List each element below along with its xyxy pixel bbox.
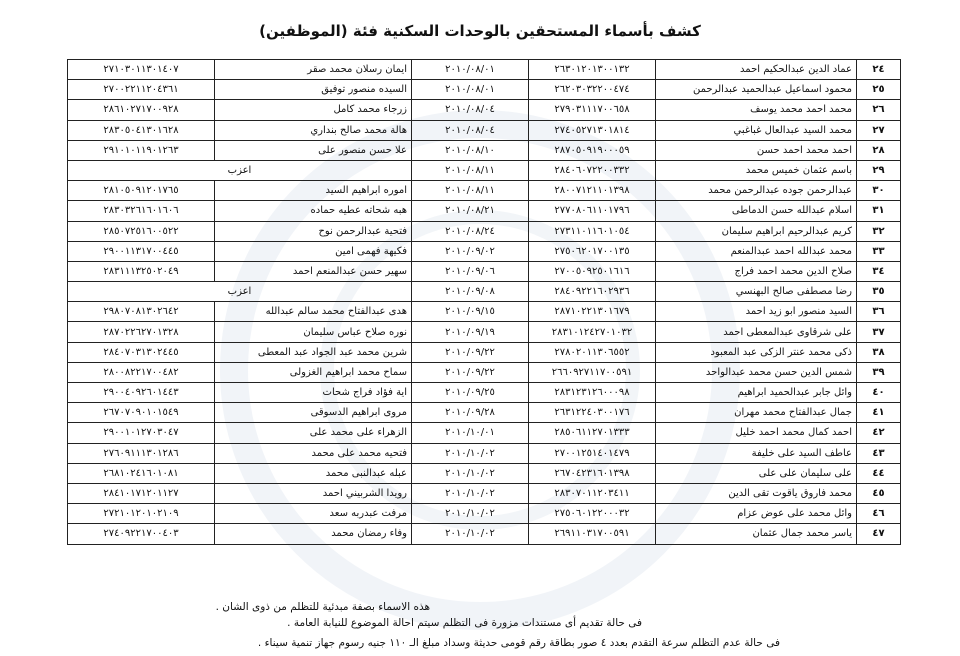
application-date: ٢٠١٠/٠٨/١١ bbox=[412, 160, 529, 180]
national-id: ٢٨٧١٠٢٢١٣٠١٦٧٩ bbox=[529, 302, 656, 322]
table-row bbox=[68, 261, 901, 281]
spouse-name: اعزب bbox=[68, 282, 412, 302]
application-date: ٢٠١٠/٠٩/٢٨ bbox=[412, 403, 529, 423]
spouse-name: وفاء رمضان محمد bbox=[215, 524, 412, 544]
row-number: ٢٦ bbox=[857, 100, 901, 120]
beneficiary-name: احمد محمد احمد حسن bbox=[656, 140, 857, 160]
application-date: ٢٠١٠/٠٨/٠١ bbox=[412, 60, 529, 80]
row-number: ٣٦ bbox=[857, 302, 901, 322]
beneficiary-name: على شرقاوى عبدالمعطى احمد bbox=[656, 322, 857, 342]
application-date: ٢٠١٠/٠٨/٠٤ bbox=[412, 120, 529, 140]
row-number: ٣٣ bbox=[857, 241, 901, 261]
spouse-national-id: ٢٩٠٠١١٣١٧٠٠٤٤٥ bbox=[68, 241, 215, 261]
table-row bbox=[68, 403, 901, 423]
spouse-national-id: ٢٦٧٠٧٠٩٠١٠١٥٤٩ bbox=[68, 403, 215, 423]
national-id: ٢٧٤٠٥٢٧١٣٠١٨١٤ bbox=[529, 120, 656, 140]
spouse-national-id: ٢٧٠٠٢٢١١٢٠٤٣٦١ bbox=[68, 80, 215, 100]
application-date: ٢٠١٠/١٠/٠١ bbox=[412, 423, 529, 443]
spouse-name: نوره صلاح عباس سليمان bbox=[215, 322, 412, 342]
spouse-national-id: ٢٧١٠٣٠١١٣٠١٤٠٧ bbox=[68, 60, 215, 80]
application-date: ٢٠١٠/٠٨/٠١ bbox=[412, 80, 529, 100]
row-number: ٤٦ bbox=[857, 504, 901, 524]
table-body bbox=[68, 60, 901, 545]
spouse-national-id: ٢٧٤٠٩٢٢١٧٠٠٤٠٣ bbox=[68, 524, 215, 544]
spouse-name: اعزب bbox=[68, 160, 412, 180]
application-date: ٢٠١٠/٠٨/٢٤ bbox=[412, 221, 529, 241]
row-number: ٤٧ bbox=[857, 524, 901, 544]
table-row bbox=[68, 342, 901, 362]
national-id: ٢٧٠٠١٢٥١٤٠١٤٧٩ bbox=[529, 443, 656, 463]
note-forgery-warning: فى حالة تقديم أى مستندات مزورة فى التظلم سيتم احالة الموضوع للنيابة العامة . bbox=[287, 617, 642, 629]
application-date: ٢٠١٠/٠٩/٢٢ bbox=[412, 342, 529, 362]
spouse-national-id: ٢٨٣١١١٣٢٥٠٢٠٤٩ bbox=[68, 261, 215, 281]
spouse-national-id: ٢٨٤١٠١٧١٢٠١١٢٧ bbox=[68, 483, 215, 503]
beneficiary-name: السيد منصور ابو زيد احمد bbox=[656, 302, 857, 322]
beneficiary-name: وائل جابر عبدالحميد ابراهيم bbox=[656, 383, 857, 403]
application-date: ٢٠١٠/١٠/٠٢ bbox=[412, 524, 529, 544]
spouse-national-id: ٢٨٦١٠٢٧١٧٠٠٩٢٨ bbox=[68, 100, 215, 120]
table-row bbox=[68, 463, 901, 483]
row-number: ٣٢ bbox=[857, 221, 901, 241]
row-number: ٢٨ bbox=[857, 140, 901, 160]
beneficiary-name: اسلام عبدالله حسن الدماطى bbox=[656, 201, 857, 221]
row-number: ٣١ bbox=[857, 201, 901, 221]
national-id: ٢٦٧٠٤٢٣١٦٠١٣٩٨ bbox=[529, 463, 656, 483]
spouse-name: سهير حسن عبدالمنعم احمد bbox=[215, 261, 412, 281]
row-number: ٣٩ bbox=[857, 362, 901, 382]
beneficiary-name: شمس الدين حسن محمد عبدالواحد bbox=[656, 362, 857, 382]
national-id: ٢٧٥٠٦٢٠١٧٠٠١٣٥ bbox=[529, 241, 656, 261]
table-row bbox=[68, 282, 901, 302]
spouse-national-id: ٢٨٣٠٣٢٦١٦٠١٦٠٦ bbox=[68, 201, 215, 221]
row-number: ٣٠ bbox=[857, 181, 901, 201]
table-row bbox=[68, 443, 901, 463]
application-date: ٢٠١٠/٠٨/١٠ bbox=[412, 140, 529, 160]
national-id: ٢٦٩١١٠٣١٧٠٠٥٩١ bbox=[529, 524, 656, 544]
table-row bbox=[68, 483, 901, 503]
beneficiary-name: عماد الدين عبدالحكيم احمد bbox=[656, 60, 857, 80]
spouse-national-id: ٢٨٤٠٧٠٣١٣٠٢٤٤٥ bbox=[68, 342, 215, 362]
spouse-national-id: ٢٩٠٠١٠١٢٧٠٣٠٤٧ bbox=[68, 423, 215, 443]
application-date: ٢٠١٠/١٠/٠٢ bbox=[412, 483, 529, 503]
application-date: ٢٠١٠/٠٩/١٥ bbox=[412, 302, 529, 322]
spouse-name: علا حسن منصور على bbox=[215, 140, 412, 160]
table-row bbox=[68, 201, 901, 221]
national-id: ٢٦٦٠٩٢٧١١٧٠٠٥٩١ bbox=[529, 362, 656, 382]
beneficiary-name: على سليمان على على bbox=[656, 463, 857, 483]
row-number: ٢٩ bbox=[857, 160, 901, 180]
national-id: ٢٧٨٠٢٠١١٣٠٦٥٥٢ bbox=[529, 342, 656, 362]
spouse-national-id: ٢٩١٠١٠١١٩٠١٢٦٣ bbox=[68, 140, 215, 160]
spouse-name: مرفت عبدربه سعد bbox=[215, 504, 412, 524]
table-row bbox=[68, 221, 901, 241]
row-number: ٣٥ bbox=[857, 282, 901, 302]
beneficiaries-table bbox=[67, 59, 901, 545]
spouse-name: هدى عبدالفتاح محمد سالم عبدالله bbox=[215, 302, 412, 322]
spouse-national-id: ٢٦٨١٠٢٤١٦٠١٠٨١ bbox=[68, 463, 215, 483]
spouse-national-id: ٢٨٠٠٨٢٢١٧٠٠٤٨٢ bbox=[68, 362, 215, 382]
table-row bbox=[68, 241, 901, 261]
beneficiary-name: احمد كمال محمد احمد خليل bbox=[656, 423, 857, 443]
spouse-name: اية فؤاد فراج شحات bbox=[215, 383, 412, 403]
table-row bbox=[68, 524, 901, 544]
row-number: ٤٠ bbox=[857, 383, 901, 403]
national-id: ٢٨٤٠٩٢٢١٦٠٢٩٣٦ bbox=[529, 282, 656, 302]
table-row bbox=[68, 100, 901, 120]
beneficiary-name: محمد فاروق ياقوت تقى الدين bbox=[656, 483, 857, 503]
beneficiary-name: رضا مصطفى صالح البهنسي bbox=[656, 282, 857, 302]
row-number: ٤٣ bbox=[857, 443, 901, 463]
spouse-national-id: ٢٧٦٠٩١١١٣٠١٢٨٦ bbox=[68, 443, 215, 463]
spouse-name: هبه شحاته عطيه حماده bbox=[215, 201, 412, 221]
national-id: ٢٦٣٠١٢٠١٣٠٠١٣٢ bbox=[529, 60, 656, 80]
beneficiary-name: محمود اسماعيل عبدالحميد عبدالرحمن bbox=[656, 80, 857, 100]
spouse-name: عبله عبدالنبى محمد bbox=[215, 463, 412, 483]
beneficiary-name: باسم عثمان خميس محمد bbox=[656, 160, 857, 180]
application-date: ٢٠١٠/٠٩/٠٢ bbox=[412, 241, 529, 261]
application-date: ٢٠١٠/١٠/٠٢ bbox=[412, 504, 529, 524]
national-id: ٢٨٣١٢٣١٢٦٠٠٠٩٨ bbox=[529, 383, 656, 403]
spouse-national-id: ٢٨١٠٥٠٩١٢٠١٧٦٥ bbox=[68, 181, 215, 201]
note-preliminary: هذه الاسماء بصفة مبدئية للتظلم من ذوى الشان . bbox=[215, 601, 430, 613]
row-number: ٤١ bbox=[857, 403, 901, 423]
national-id: ٢٦٢٠٣٠٣٢٢٠٠٤٧٤ bbox=[529, 80, 656, 100]
spouse-national-id: ٢٩٠٠٤٠٩٢٦٠١٤٤٣ bbox=[68, 383, 215, 403]
table-row bbox=[68, 181, 901, 201]
spouse-name: شرين محمد عبد الجواد عبد المعطى bbox=[215, 342, 412, 362]
beneficiary-name: عاطف السيد على خليفة bbox=[656, 443, 857, 463]
row-number: ٤٢ bbox=[857, 423, 901, 443]
spouse-national-id: ٢٨٣٠٥٠٤١٣٠١٦٢٨ bbox=[68, 120, 215, 140]
beneficiary-name: وائل محمد على عوض عزام bbox=[656, 504, 857, 524]
spouse-name: فتحيه محمد على محمد bbox=[215, 443, 412, 463]
national-id: ٢٨٣٠٧٠١١٢٠٣٤١١ bbox=[529, 483, 656, 503]
page-title: كشف بأسماء المستحقين بالوحدات السكنية فئة (الموظفين) bbox=[259, 22, 701, 40]
row-number: ٣٤ bbox=[857, 261, 901, 281]
spouse-name: هالة محمد صالح بنداري bbox=[215, 120, 412, 140]
spouse-name: اموره ابراهيم السيد bbox=[215, 181, 412, 201]
row-number: ٢٥ bbox=[857, 80, 901, 100]
row-number: ٣٧ bbox=[857, 322, 901, 342]
spouse-name: ايمان رسلان محمد صقر bbox=[215, 60, 412, 80]
beneficiary-name: كريم عبدالرحيم ابراهيم سليمان bbox=[656, 221, 857, 241]
spouse-name: فتحية عبدالرحمن نوح bbox=[215, 221, 412, 241]
spouse-name: زرجاء محمد كامل bbox=[215, 100, 412, 120]
spouse-national-id: ٢٧٢١٠١٢٠١٠٢١٠٩ bbox=[68, 504, 215, 524]
national-id: ٢٧٩٠٣١١١٧٠٠٦٥٨ bbox=[529, 100, 656, 120]
beneficiary-name: عبدالرحمن جوده عبدالرحمن محمد bbox=[656, 181, 857, 201]
application-date: ٢٠١٠/٠٨/٠٤ bbox=[412, 100, 529, 120]
spouse-national-id: ٢٨٥٠٧٢٥١٦٠٠٥٢٢ bbox=[68, 221, 215, 241]
spouse-name: سماح محمد ابراهيم الغزولى bbox=[215, 362, 412, 382]
beneficiary-name: محمد عبدالله احمد عبدالمنعم bbox=[656, 241, 857, 261]
table-row bbox=[68, 60, 901, 80]
national-id: ٢٧٠٠٥٠٩٢٥٠١٦١٦ bbox=[529, 261, 656, 281]
national-id: ٢٧٣١١٠١١٦٠١٠٥٤ bbox=[529, 221, 656, 241]
national-id: ٢٨٤٠٦٠٧٢٢٠٠٣٣٢ bbox=[529, 160, 656, 180]
table-row bbox=[68, 80, 901, 100]
spouse-national-id: ٢٩٨٠٧٠٨١٣٠٢٦٤٢ bbox=[68, 302, 215, 322]
row-number: ٤٥ bbox=[857, 483, 901, 503]
table-row bbox=[68, 322, 901, 342]
national-id: ٢٨٧٠٥٠٩١٩٠٠٠٥٩ bbox=[529, 140, 656, 160]
table-row bbox=[68, 160, 901, 180]
application-date: ٢٠١٠/١٠/٠٢ bbox=[412, 443, 529, 463]
beneficiary-name: ذكى محمد عنتر الزكى عبد المعبود bbox=[656, 342, 857, 362]
application-date: ٢٠١٠/٠٨/٢١ bbox=[412, 201, 529, 221]
beneficiary-name: ياسر محمد جمال عثمان bbox=[656, 524, 857, 544]
table-row bbox=[68, 383, 901, 403]
national-id: ٢٨٥٠٦١١٢٧٠١٣٣٣ bbox=[529, 423, 656, 443]
table-row bbox=[68, 362, 901, 382]
national-id: ٢٧٧٠٨٠٦١١٠١٧٩٦ bbox=[529, 201, 656, 221]
beneficiary-name: محمد السيد عبدالعال غباغبي bbox=[656, 120, 857, 140]
row-number: ٤٤ bbox=[857, 463, 901, 483]
beneficiary-name: جمال عبدالفتاح محمد مهران bbox=[656, 403, 857, 423]
spouse-name: الزهراء على محمد على bbox=[215, 423, 412, 443]
national-id: ٢٨٣١٠١٢٤٢٧٠١٠٣٢ bbox=[529, 322, 656, 342]
national-id: ٢٨٠٠٧١٢١١٠١٣٩٨ bbox=[529, 181, 656, 201]
spouse-name: مروى ابراهيم الدسوقى bbox=[215, 403, 412, 423]
national-id: ٢٧٥٠٦٠١٢٢٠٠٠٣٢ bbox=[529, 504, 656, 524]
application-date: ٢٠١٠/٠٩/٠٨ bbox=[412, 282, 529, 302]
spouse-national-id: ٢٨٧٠٢٢٦٢٧٠١٣٢٨ bbox=[68, 322, 215, 342]
application-date: ٢٠١٠/٠٩/٢٥ bbox=[412, 383, 529, 403]
application-date: ٢٠١٠/٠٨/١١ bbox=[412, 181, 529, 201]
table-row bbox=[68, 302, 901, 322]
application-date: ٢٠١٠/٠٩/٢٢ bbox=[412, 362, 529, 382]
row-number: ٣٨ bbox=[857, 342, 901, 362]
spouse-name: فكيهة فهمى امين bbox=[215, 241, 412, 261]
spouse-name: رويدا الشربيني احمد bbox=[215, 483, 412, 503]
table-row bbox=[68, 504, 901, 524]
national-id: ٢٦٣١٢٢٤٠٣٠٠١٧٦ bbox=[529, 403, 656, 423]
note-fee-instructions: فى حالة عدم التظلم سرعة التقدم بعدد ٤ صور بطاقة رقم قومى حديثة وسداد مبلغ الـ ١١٠ جنيه رسوم جهاز تنمية سيناء . bbox=[257, 637, 780, 649]
spouse-name: السيده منصور توفيق bbox=[215, 80, 412, 100]
table-row bbox=[68, 423, 901, 443]
application-date: ٢٠١٠/١٠/٠٢ bbox=[412, 463, 529, 483]
application-date: ٢٠١٠/٠٩/٠٦ bbox=[412, 261, 529, 281]
row-number: ٢٧ bbox=[857, 120, 901, 140]
table-row bbox=[68, 140, 901, 160]
row-number: ٢٤ bbox=[857, 60, 901, 80]
beneficiary-name: محمد احمد محمد يوسف bbox=[656, 100, 857, 120]
table-row bbox=[68, 120, 901, 140]
application-date: ٢٠١٠/٠٩/١٩ bbox=[412, 322, 529, 342]
beneficiary-name: صلاح الدين محمد احمد فراج bbox=[656, 261, 857, 281]
